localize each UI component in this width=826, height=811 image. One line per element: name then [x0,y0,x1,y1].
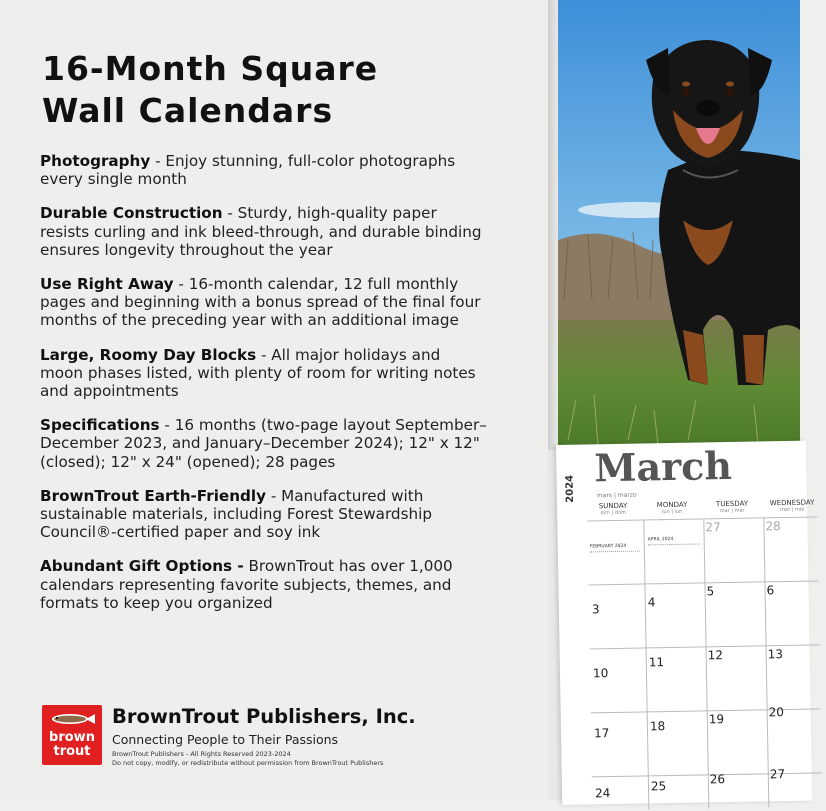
rottweiler-photo [558,0,800,450]
mini-calendar-april [648,537,700,564]
feature-heading: Durable Construction [40,204,223,223]
feature-text: - Enjoy stunning, full-color photographs every single month [40,152,456,189]
mini-calendar-title: APRIL 2024 [647,536,674,543]
day-number: 20 [768,705,785,720]
day-number: 5 [706,584,715,599]
day-number: 24 [594,786,611,801]
calendar-month: March [594,442,733,491]
feature-item [40,487,488,542]
day-number: 11 [648,655,665,670]
day-number: 18 [649,719,666,734]
day-number: 28 [765,519,781,534]
logo-word-brown: brown [49,730,95,745]
day-number: 17 [593,726,610,741]
rights-line-2: Do not copy, modify, or redistribute without permission from BrownTrout Publishers [112,758,384,767]
march-calendar-page [556,441,815,805]
trout-icon [48,712,96,726]
page-title [42,48,378,132]
mini-calendar-grid [648,544,700,564]
day-header-wednesday [763,498,821,513]
day-header-sunday [587,502,639,517]
feature-item [40,346,488,401]
title-line-1: 16-Month Square [42,49,379,88]
feature-heading: Photography [40,152,151,170]
day-number: 10 [592,666,609,681]
feature-item [40,416,488,471]
feature-heading: Abundant Gift Options - [40,557,244,576]
logo-word-trout: trout [53,744,91,759]
day-name: SUNDAY [598,501,628,511]
month-translations: mars | marzo [596,491,637,500]
day-header-monday [643,500,701,515]
grid-line [763,517,769,807]
day-name: TUESDAY [715,499,749,509]
day-number: 27 [705,520,721,535]
day-number: 13 [767,647,784,662]
mini-calendar-february [590,544,640,569]
feature-text: - Sturdy, high-quality paper resists curling and ink bleed-through, and durable binding ensures longevity throughout the year [40,204,482,259]
grid-line [587,516,817,521]
feature-item [40,204,488,259]
feature-list [40,152,488,628]
feature-item [40,557,488,612]
feature-text: - Manufactured with sustainable materials, including Forest Stewardship Council®-certified paper and soy ink [40,486,432,542]
feature-text: - All major holidays and moon phases listed, with plenty of room for writing notes and appointments [40,345,476,401]
publisher-tagline: Connecting People to Their Passions [112,732,339,747]
title-line-2: Wall Calendars [42,91,334,130]
day-number: 12 [707,648,724,663]
day-number: 27 [769,767,786,782]
day-number: 4 [647,595,656,610]
publisher-block [42,705,512,775]
day-number: 19 [708,712,725,727]
day-number: 25 [650,779,667,794]
day-translation: mar | mar [719,507,745,515]
day-translation: lun | lun [661,508,683,516]
day-translation: mer | mié [780,506,805,514]
publisher-name: BrownTrout Publishers, Inc. [112,705,416,728]
mini-calendar-grid [590,551,640,569]
calendar-year: 2024 [564,474,577,503]
feature-heading: Specifications [40,416,160,435]
page-fold-shadow [548,0,558,450]
day-translation: dim | dom [600,509,626,517]
feature-text: - 16 months (two-page layout September–December 2023, and January–December 2024); 12" x 12" (closed); 12" x 24" (opened); 28 pages [40,416,487,471]
day-header-tuesday [703,499,761,514]
mini-calendar-title: FEBRUARY 2024 [589,543,627,550]
feature-text: - 16-month calendar, 12 full monthly pages and beginning with a bonus spread of the final four months of the preceding year with an additional image [40,275,481,330]
feature-item [40,152,488,188]
feature-heading: Use Right Away [40,275,174,294]
browntrout-logo [42,705,102,765]
day-number: 26 [709,772,726,787]
day-name: WEDNESDAY [769,498,815,508]
grid-line [703,518,709,808]
feature-item [40,275,488,330]
rights-notice [112,750,432,767]
day-number: 6 [766,583,775,598]
dog-photo-illustration [558,0,800,450]
feature-text: BrownTrout has over 1,000 calendars representing favorite subjects, themes, and formats to keep you organized [40,557,453,612]
day-name: MONDAY [656,500,688,510]
day-number: 3 [591,602,600,617]
feature-heading: Large, Roomy Day Blocks [40,345,257,364]
rights-line-1: BrownTrout Publishers - All Rights Reserved 2023-2024 [112,750,291,758]
feature-heading: BrownTrout Earth-Friendly [40,486,266,505]
